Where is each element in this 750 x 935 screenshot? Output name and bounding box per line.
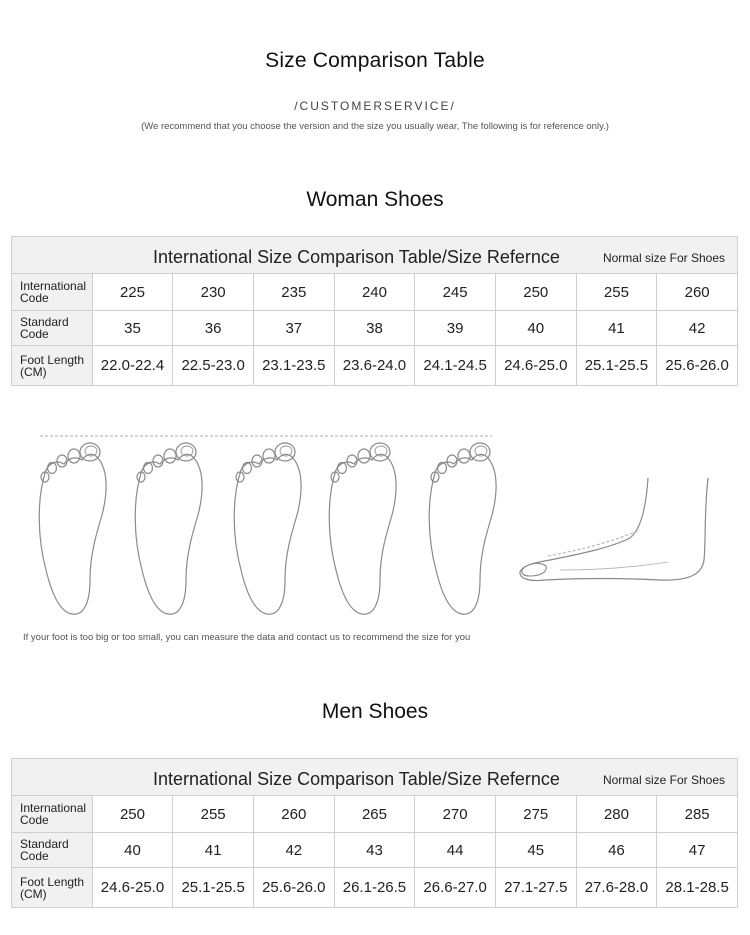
table-cell: 25.1-25.5 xyxy=(173,868,254,908)
table-cell: 39 xyxy=(415,311,496,346)
men-shoes-title: Men Shoes xyxy=(321,700,429,723)
table-cell: 46 xyxy=(576,833,657,868)
normal-size-label: Normal size For Shoes xyxy=(602,251,725,265)
table-cell: 27.6-28.0 xyxy=(576,868,657,908)
table-row xyxy=(12,833,738,868)
foot-measurement-illustration xyxy=(0,420,750,620)
row-label: Standard Code xyxy=(12,833,93,868)
measure-note: If your foot is too big or too small, you can measure the data and contact us to recommend the size for you xyxy=(23,632,471,643)
table-cell: 42 xyxy=(657,311,738,346)
table-cell: 265 xyxy=(334,796,415,833)
table-cell: 270 xyxy=(415,796,496,833)
reference-note: (We recommend that you choose the version and the size you usually wear, The following is for reference only.) xyxy=(141,121,609,132)
table-cell: 41 xyxy=(173,833,254,868)
row-label: International Code xyxy=(12,796,93,833)
table-cell: 250 xyxy=(495,274,576,311)
table-cell: 255 xyxy=(576,274,657,311)
men-size-table xyxy=(11,758,738,908)
table-cell: 22.5-23.0 xyxy=(173,346,254,386)
table-cell: 45 xyxy=(495,833,576,868)
table-cell: 38 xyxy=(334,311,415,346)
row-label: International Code xyxy=(12,274,93,311)
table-cell: 275 xyxy=(495,796,576,833)
table-cell: 43 xyxy=(334,833,415,868)
table-cell: 41 xyxy=(576,311,657,346)
woman-size-table xyxy=(11,236,738,386)
table-title: International Size Comparison Table/Size Refernce xyxy=(153,769,560,789)
table-row xyxy=(12,868,738,908)
row-label: Standard Code xyxy=(12,311,93,346)
table-cell: 24.6-25.0 xyxy=(92,868,173,908)
table-cell: 240 xyxy=(334,274,415,311)
table-cell: 260 xyxy=(657,274,738,311)
table-row xyxy=(12,311,738,346)
table-cell: 26.1-26.5 xyxy=(334,868,415,908)
table-row xyxy=(12,274,738,311)
table-cell: 23.6-24.0 xyxy=(334,346,415,386)
table-cell: 255 xyxy=(173,796,254,833)
table-cell: 22.0-22.4 xyxy=(92,346,173,386)
table-cell: 26.6-27.0 xyxy=(415,868,496,908)
table-cell: 47 xyxy=(657,833,738,868)
table-cell: 36 xyxy=(173,311,254,346)
table-cell: 250 xyxy=(92,796,173,833)
table-header-cell xyxy=(12,759,738,796)
table-cell: 44 xyxy=(415,833,496,868)
table-cell: 260 xyxy=(253,796,334,833)
customer-service-subtitle: /CUSTOMERSERVICE/ xyxy=(294,99,456,113)
woman-shoes-title: Woman Shoes xyxy=(306,188,444,211)
page-title: Size Comparison Table xyxy=(265,49,485,72)
table-cell: 23.1-23.5 xyxy=(253,346,334,386)
row-label: Foot Length (CM) xyxy=(12,346,93,386)
table-cell: 225 xyxy=(92,274,173,311)
table-cell: 28.1-28.5 xyxy=(657,868,738,908)
table-row xyxy=(12,346,738,386)
row-label: Foot Length (CM) xyxy=(12,868,93,908)
table-cell: 42 xyxy=(253,833,334,868)
table-cell: 25.1-25.5 xyxy=(576,346,657,386)
table-cell: 25.6-26.0 xyxy=(657,346,738,386)
table-cell: 27.1-27.5 xyxy=(495,868,576,908)
table-cell: 37 xyxy=(253,311,334,346)
table-cell: 245 xyxy=(415,274,496,311)
table-cell: 235 xyxy=(253,274,334,311)
table-cell: 285 xyxy=(657,796,738,833)
table-cell: 280 xyxy=(576,796,657,833)
table-row xyxy=(12,796,738,833)
table-header-cell xyxy=(12,237,738,274)
normal-size-label: Normal size For Shoes xyxy=(602,773,725,787)
table-cell: 25.6-26.0 xyxy=(253,868,334,908)
table-cell: 35 xyxy=(92,311,173,346)
table-title: International Size Comparison Table/Size Refernce xyxy=(153,247,560,267)
table-cell: 40 xyxy=(92,833,173,868)
table-header-row xyxy=(12,237,738,274)
table-cell: 24.1-24.5 xyxy=(415,346,496,386)
table-cell: 230 xyxy=(173,274,254,311)
table-cell: 24.6-25.0 xyxy=(495,346,576,386)
table-cell: 40 xyxy=(495,311,576,346)
table-header-row xyxy=(12,759,738,796)
